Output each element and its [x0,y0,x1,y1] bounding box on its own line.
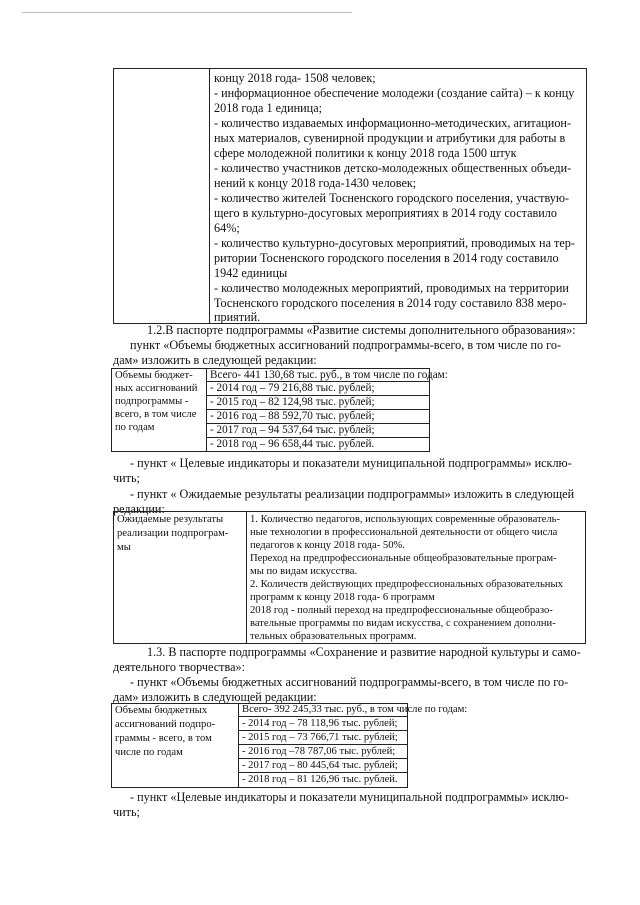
table-line: - количество культурно-досуговых мероприятий, проводимых на тер- [214,236,575,250]
table-label: граммы - всего, в том [115,733,212,744]
table-value: - 2018 год – 81 126,96 тыс. рублей. [242,774,398,785]
table-value: - 2016 год –78 787,06 тыс. рублей; [242,746,396,757]
section-heading: деятельного творчества»: [113,660,245,674]
paragraph-line: чить; [113,805,140,819]
table-label: всего, в том числе [115,409,197,420]
table-left-cell [113,68,210,324]
table-label: мы [117,542,131,553]
table-value: Всего- 392 245,33 тыс. руб., в том числе по годам: [242,704,468,715]
table-value: ные технологии в профессиональной деятельности от общего числа [250,527,558,538]
table-value: вательные программы по видам искусства, с сохранением дополни- [250,618,556,629]
table-line: - информационное обеспечение молодежи (создание сайта) – к концу [214,86,575,100]
table-label: ассигнований подпро- [115,719,216,730]
table-value: - 2014 год – 79 216,88 тыс. рублей; [210,382,375,394]
paragraph-line: дам» изложить в следующей редакции: [113,690,317,704]
table-value: 2. Количеств действующих предпрофессиональных образовательных [250,579,563,590]
scan-artifact-line [22,12,352,13]
table-line: щего в культурно-досуговых мероприятиях в 2014 году составило [214,206,557,220]
table-line: ных материалов, сувенирной продукции и атрибутики для работы в [214,131,566,145]
section-heading: 1.3. В паспорте подпрограммы «Сохранение и развитие народной культуры и само- [147,645,581,659]
table-line: 64%; [214,221,240,235]
table-value: 1. Количество педагогов, использующих современные образователь- [250,514,560,525]
table-value: - 2016 год – 88 592,70 тыс. рублей; [210,410,375,422]
table-label: реализации подпрограм- [117,528,229,539]
table-line: - количество издаваемых информационно-методических, агитацион- [214,116,572,130]
table-value: тельных образовательных программ. [250,631,417,642]
table-line: 2018 года 1 единица; [214,101,322,115]
table-line: ритории Тосненского городского поселения в 2014 году составило [214,251,559,265]
table-value: 2018 год - полный переход на предпрофессиональные общеобразо- [250,605,553,616]
table-label: ных ассигнований [115,383,198,394]
table-label: Ожидаемые результаты [117,514,224,525]
paragraph-line: редакции: [113,502,165,516]
table-value: - 2018 год – 96 658,44 тыс. рублей. [210,438,375,450]
paragraph-line: - пункт «Объемы бюджетных ассигнований подпрограммы-всего, в том числе по го- [130,675,569,689]
table-value: - 2014 год – 78 118,96 тыс. рублей; [242,718,398,729]
table-label: подпрограммы - [115,396,189,407]
table-line: Тосненского городского поселения в 2014 году составило 838 меро- [214,296,567,310]
table-value: - 2015 год – 73 766,71 тыс. рублей; [242,732,398,743]
table-value: мы по видам искусства. [250,566,358,577]
table-value: программ к концу 2018 года- 6 программ [250,592,435,603]
table-line: нений к концу 2018 года-1430 человек; [214,176,417,190]
table-line: 1942 единицы [214,266,288,280]
table-line: сфере молодежной политики к концу 2018 года 1500 штук [214,146,517,160]
section-heading: 1.2.В паспорте подпрограммы «Развитие системы дополнительного образования»: [147,323,576,337]
table-line: - количество молодежных мероприятий, проводимых на территории [214,281,569,295]
table-label: по годам [115,422,155,433]
table-label: Объемы бюджетных [115,705,208,716]
table-value: - 2017 год – 80 445,64 тыс. рублей; [242,760,398,771]
table-value: педагогов к концу 2018 года- 50%. [250,540,405,551]
paragraph-line: чить; [113,471,140,485]
table-value: Всего- 441 130,68 тыс. руб., в том числе по годам: [210,369,448,381]
paragraph-line: дам» изложить в следующей редакции: [113,353,317,367]
table-label: Объемы бюджет- [115,370,193,381]
table-label: числе по годам [115,747,183,758]
paragraph-line: - пункт «Целевые индикаторы и показатели муниципальной подпрограммы» исклю- [130,790,569,804]
table-line: - количество жителей Тосненского городского поселения, участвую- [214,191,570,205]
table-line: приятий. [214,310,261,324]
table-value: - 2017 год – 94 537,64 тыс. рублей; [210,424,375,436]
table-value: - 2015 год – 82 124,98 тыс. рублей; [210,396,375,408]
table-line: - количество участников детско-молодежных общественных объеди- [214,161,572,175]
paragraph-line: пункт «Объемы бюджетных ассигнований подпрограммы-всего, в том числе по го- [130,338,562,352]
paragraph-line: - пункт « Ожидаемые результаты реализации подпрограммы» изложить в следующей [130,487,575,501]
paragraph-line: - пункт « Целевые индикаторы и показатели муниципальной подпрограммы» исклю- [130,456,572,470]
table-line: концу 2018 года- 1508 человек; [214,71,376,85]
table-value: Переход на предпрофессиональные общеобразовательные програм- [250,553,557,564]
